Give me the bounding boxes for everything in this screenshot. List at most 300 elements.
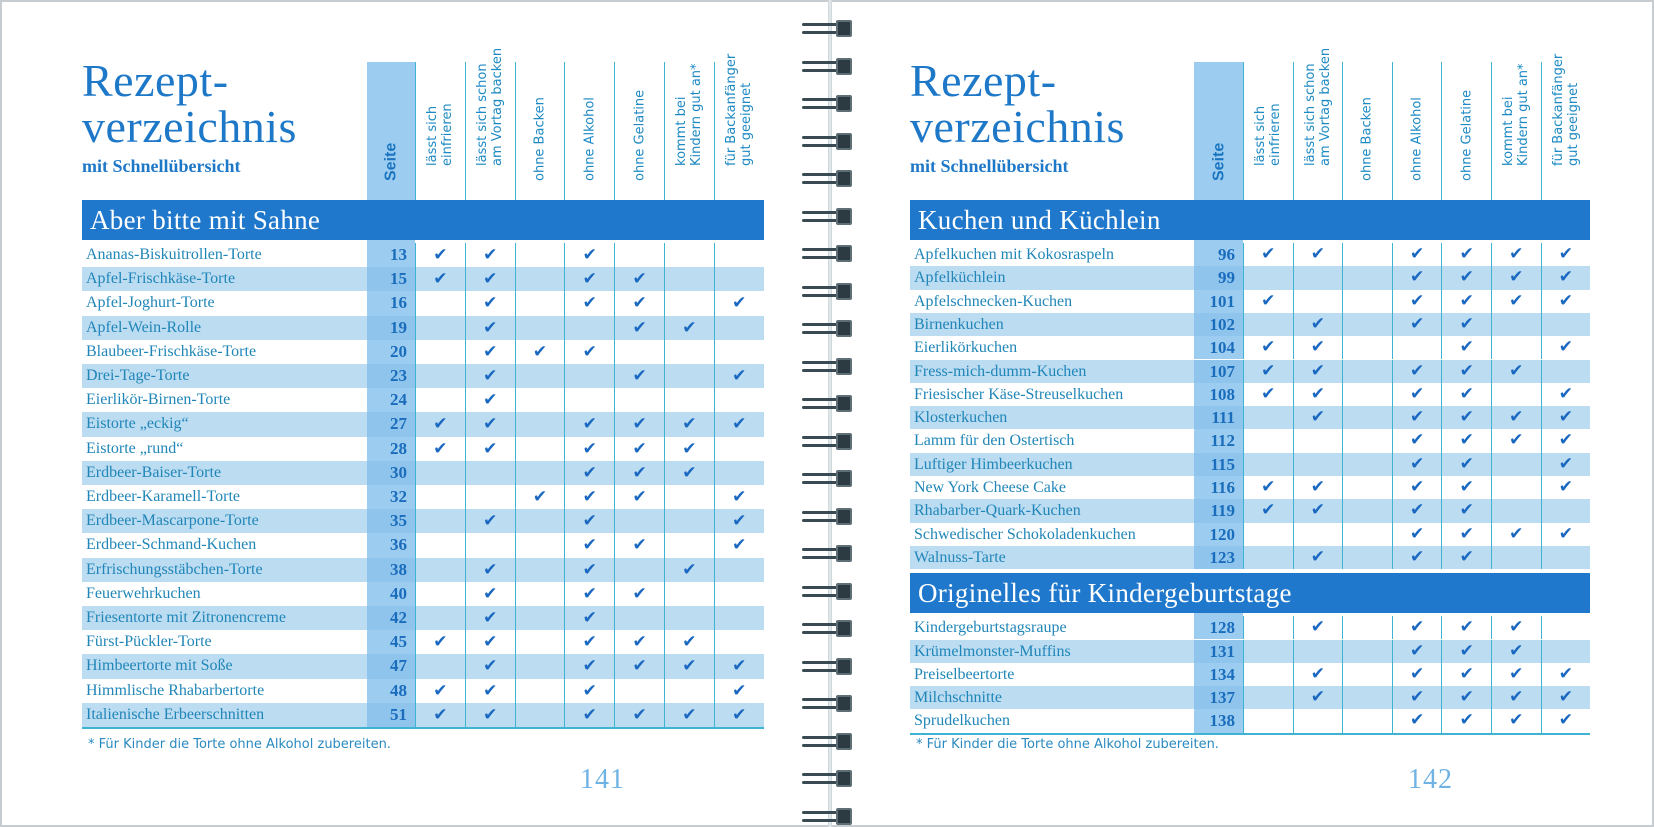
column-header-label <box>475 48 505 166</box>
recipe-row[interactable] <box>910 663 1590 686</box>
recipe-name[interactable]: Fress-mich-dumm-Kuchen <box>914 362 1087 380</box>
empty-cell <box>415 461 465 485</box>
checkmark-icon: ✔ <box>1293 313 1343 336</box>
recipe-page-number[interactable]: 116 <box>1194 476 1243 499</box>
empty-cell <box>714 340 764 364</box>
empty-cell <box>1342 336 1392 359</box>
recipe-name[interactable]: New York Cheese Cake <box>914 479 1066 496</box>
recipe-row[interactable] <box>82 267 764 291</box>
page-title-line1: Rezept- <box>82 55 229 106</box>
empty-cell <box>1491 546 1541 569</box>
recipe-page-number[interactable]: 23 <box>367 364 415 388</box>
empty-cell <box>515 412 565 436</box>
empty-cell <box>465 461 515 485</box>
empty-cell <box>614 243 664 267</box>
empty-cell <box>515 243 565 267</box>
checkmark-icon: ✔ <box>1541 523 1591 546</box>
empty-cell <box>1293 709 1343 732</box>
empty-cell <box>1342 476 1392 499</box>
checkmark-icon: ✔ <box>714 412 764 436</box>
checkmark-icon: ✔ <box>1243 243 1293 266</box>
checkmark-icon: ✔ <box>714 679 764 703</box>
recipe-name[interactable]: Apfelschnecken-Kuchen <box>914 292 1073 310</box>
recipe-row[interactable] <box>910 429 1590 452</box>
checkmark-icon: ✔ <box>1441 616 1491 639</box>
recipe-row[interactable] <box>910 290 1590 313</box>
checkmark-icon: ✔ <box>564 630 614 654</box>
checkmark-icon: ✔ <box>465 606 515 630</box>
checkmark-icon: ✔ <box>614 485 664 509</box>
empty-cell <box>664 291 714 315</box>
recipe-row[interactable] <box>910 546 1590 569</box>
checkmark-icon: ✔ <box>1243 499 1293 522</box>
empty-cell <box>1293 523 1343 546</box>
recipe-page-number[interactable]: 96 <box>1194 243 1243 266</box>
recipe-page-number[interactable]: 102 <box>1194 313 1243 336</box>
column-header-label: Seite <box>382 142 400 181</box>
empty-cell <box>614 340 664 364</box>
recipe-row[interactable] <box>82 558 764 582</box>
recipe-name[interactable]: Erdbeer-Karamell-Torte <box>86 488 241 505</box>
column-header-seite <box>367 62 415 200</box>
checkmark-icon: ✔ <box>515 340 565 364</box>
recipe-name[interactable]: Ananas-Biskuitrollen-Torte <box>86 246 262 263</box>
recipe-page-number[interactable]: 15 <box>367 267 415 291</box>
column-header-feature <box>415 62 465 200</box>
recipe-name[interactable]: Birnenkuchen <box>914 315 1004 333</box>
recipe-row[interactable] <box>910 453 1590 476</box>
empty-cell <box>614 679 664 703</box>
recipe-name[interactable]: Friesischer Käse-Streuselkuchen <box>914 385 1124 403</box>
empty-cell <box>415 558 465 582</box>
recipe-page-number[interactable]: 35 <box>367 509 415 533</box>
recipe-page-number[interactable]: 111 <box>1194 406 1243 429</box>
checkmark-icon: ✔ <box>1491 243 1541 266</box>
recipe-name[interactable]: Sprudelkuchen <box>914 712 1010 730</box>
checkmark-icon: ✔ <box>1441 453 1491 476</box>
checkmark-icon: ✔ <box>1392 663 1442 686</box>
checkmark-icon: ✔ <box>1293 686 1343 709</box>
recipe-row[interactable] <box>82 388 764 412</box>
checkmark-icon: ✔ <box>1392 546 1442 569</box>
empty-cell <box>515 558 565 582</box>
empty-cell <box>714 630 764 654</box>
column-header-label <box>1459 90 1474 181</box>
recipe-row[interactable] <box>910 313 1590 336</box>
recipe-name[interactable]: Feuerwehrkuchen <box>86 584 201 602</box>
checkmark-icon: ✔ <box>664 437 714 461</box>
checkmark-icon: ✔ <box>1441 313 1491 336</box>
checkmark-icon: ✔ <box>415 437 465 461</box>
recipe-name[interactable]: Erfrischungsstäbchen-Torte <box>86 560 263 578</box>
empty-cell <box>614 388 664 412</box>
page-title-line2: verzeichnis <box>910 101 1125 152</box>
column-header-label <box>532 97 547 181</box>
column-header-label <box>1410 97 1425 181</box>
column-header-label <box>674 63 704 166</box>
empty-cell <box>1541 546 1591 569</box>
empty-cell <box>1243 640 1293 663</box>
checkmark-icon: ✔ <box>664 558 714 582</box>
checkmark-icon: ✔ <box>465 582 515 606</box>
checkmark-icon: ✔ <box>465 316 515 340</box>
recipe-name[interactable]: Blaubeer-Frischkäse-Torte <box>86 342 257 360</box>
empty-cell <box>1491 453 1541 476</box>
empty-cell <box>564 364 614 388</box>
checkmark-icon: ✔ <box>1441 476 1491 499</box>
recipe-name[interactable]: Apfelküchlein <box>914 269 1006 287</box>
empty-cell <box>714 388 764 412</box>
column-header-line: ohne Gelatine <box>632 89 648 181</box>
checkmark-icon: ✔ <box>1441 336 1491 359</box>
checkmark-icon: ✔ <box>664 703 714 727</box>
recipe-name[interactable]: Klosterkuchen <box>914 409 1008 427</box>
recipe-page-number[interactable]: 120 <box>1194 523 1243 546</box>
recipe-name[interactable]: Erdbeer-Baiser-Torte <box>86 463 222 481</box>
empty-cell <box>465 533 515 557</box>
empty-cell <box>664 606 714 630</box>
column-header-label <box>1360 97 1375 181</box>
recipe-page-number[interactable]: 24 <box>367 388 415 412</box>
empty-cell <box>415 509 465 533</box>
checkmark-icon: ✔ <box>1243 383 1293 406</box>
recipe-page-number[interactable]: 27 <box>367 412 415 436</box>
column-header-feature <box>1491 62 1541 200</box>
recipe-row[interactable] <box>82 679 764 703</box>
checkmark-icon: ✔ <box>465 679 515 703</box>
recipe-name[interactable]: Erdbeer-Schmand-Kuchen <box>86 536 257 554</box>
recipe-name[interactable]: Rhabarber-Quark-Kuchen <box>914 502 1081 520</box>
recipe-row[interactable] <box>910 616 1590 639</box>
recipe-row[interactable] <box>910 476 1590 499</box>
page-number: 141 <box>580 764 625 795</box>
checkmark-icon: ✔ <box>465 291 515 315</box>
recipe-name[interactable]: Apfel-Frischkäse-Torte <box>86 270 236 288</box>
empty-cell <box>614 606 664 630</box>
recipe-page-number[interactable]: 16 <box>367 291 415 315</box>
checkmark-icon: ✔ <box>1243 360 1293 383</box>
checkmark-icon: ✔ <box>1293 243 1343 266</box>
recipe-name[interactable]: Eistorte „rund“ <box>86 439 184 457</box>
recipe-row[interactable] <box>82 316 764 340</box>
empty-cell <box>1293 640 1343 663</box>
recipe-row[interactable] <box>910 523 1590 546</box>
recipe-page-number[interactable]: 115 <box>1194 453 1243 476</box>
checkmark-icon: ✔ <box>1293 616 1343 639</box>
recipe-row[interactable] <box>82 243 764 267</box>
recipe-page-number[interactable]: 119 <box>1194 499 1243 522</box>
recipe-page-number[interactable]: 99 <box>1194 266 1243 289</box>
page-subtitle: mit Schnellübersicht <box>82 156 241 176</box>
recipe-name[interactable]: Luftiger Himbeerkuchen <box>914 455 1073 473</box>
empty-cell <box>1243 546 1293 569</box>
section-heading: Aber bitte mit Sahne <box>82 200 764 240</box>
checkmark-icon: ✔ <box>1293 476 1343 499</box>
checkmark-icon: ✔ <box>1392 429 1442 452</box>
recipe-row[interactable] <box>82 582 764 606</box>
recipe-row[interactable] <box>82 533 764 557</box>
empty-cell <box>415 316 465 340</box>
recipe-page-number[interactable]: 134 <box>1194 663 1243 686</box>
empty-cell <box>1491 336 1541 359</box>
recipe-name[interactable]: Friesentorte mit Zitronencreme <box>86 609 286 626</box>
checkmark-icon: ✔ <box>1392 360 1442 383</box>
recipe-page-number[interactable]: 51 <box>367 703 415 727</box>
empty-cell <box>1541 499 1591 522</box>
recipe-row[interactable] <box>82 630 764 654</box>
recipe-page-number[interactable]: 36 <box>367 533 415 557</box>
recipe-name[interactable]: Schwedischer Schokoladenkuchen <box>914 525 1136 543</box>
recipe-name[interactable]: Italienische Erbeerschnitten <box>86 705 265 723</box>
empty-cell <box>1541 640 1591 663</box>
recipe-name[interactable]: Krümelmonster-Muffins <box>914 642 1071 660</box>
empty-cell <box>564 388 614 412</box>
checkmark-icon: ✔ <box>714 703 764 727</box>
checkmark-icon: ✔ <box>1293 336 1343 359</box>
checkmark-icon: ✔ <box>1293 383 1343 406</box>
column-header-line: ohne Alkohol <box>582 97 598 181</box>
empty-cell <box>1243 313 1293 336</box>
checkmark-icon: ✔ <box>1541 290 1591 313</box>
checkmark-icon: ✔ <box>1243 336 1293 359</box>
empty-cell <box>1342 313 1392 336</box>
checkmark-icon: ✔ <box>564 703 614 727</box>
checkmark-icon: ✔ <box>1541 383 1591 406</box>
checkmark-icon: ✔ <box>1392 313 1442 336</box>
recipe-row[interactable] <box>910 640 1590 663</box>
checkmark-icon: ✔ <box>515 485 565 509</box>
checkmark-icon: ✔ <box>1541 453 1591 476</box>
recipe-page-number[interactable]: 32 <box>367 485 415 509</box>
recipe-page-number[interactable]: 112 <box>1194 429 1243 452</box>
recipe-name[interactable]: Kindergeburtstagsraupe <box>914 619 1067 637</box>
recipe-row[interactable] <box>82 364 764 388</box>
empty-cell <box>664 679 714 703</box>
recipe-name[interactable]: Apfelkuchen mit Kokosraspeln <box>914 246 1114 263</box>
recipe-page-number[interactable]: 13 <box>367 243 415 267</box>
recipe-name[interactable]: Eierlikörkuchen <box>914 339 1018 357</box>
recipe-page-number[interactable]: 30 <box>367 461 415 485</box>
checkmark-icon: ✔ <box>1243 290 1293 313</box>
recipe-name[interactable]: Himmlische Rhabarbertorte <box>86 681 265 699</box>
checkmark-icon: ✔ <box>1491 709 1541 732</box>
column-header-line: Kindern gut an* <box>1516 63 1532 166</box>
empty-cell <box>714 558 764 582</box>
empty-cell <box>1541 616 1591 639</box>
recipe-page-number[interactable]: 104 <box>1194 336 1243 359</box>
recipe-row[interactable] <box>910 266 1590 289</box>
recipe-row[interactable] <box>82 509 764 533</box>
checkmark-icon: ✔ <box>1293 406 1343 429</box>
column-header-feature <box>515 62 565 200</box>
column-header-line: lässt sich schon <box>475 63 491 166</box>
recipe-page-number[interactable]: 42 <box>367 606 415 630</box>
checkmark-icon: ✔ <box>465 509 515 533</box>
checkmark-icon: ✔ <box>1491 616 1541 639</box>
empty-cell <box>1342 406 1392 429</box>
recipe-row[interactable] <box>82 606 764 630</box>
empty-cell <box>614 509 664 533</box>
recipe-page-number[interactable]: 28 <box>367 437 415 461</box>
checkmark-icon: ✔ <box>1441 406 1491 429</box>
empty-cell <box>714 243 764 267</box>
recipe-page-number[interactable]: 138 <box>1194 709 1243 732</box>
checkmark-icon: ✔ <box>1441 360 1491 383</box>
empty-cell <box>515 291 565 315</box>
empty-cell <box>415 533 465 557</box>
recipe-page-number[interactable]: 137 <box>1194 686 1243 709</box>
empty-cell <box>515 654 565 678</box>
column-header-line: ohne Gelatine <box>1459 89 1475 181</box>
recipe-row[interactable] <box>82 412 764 436</box>
empty-cell <box>1243 453 1293 476</box>
empty-cell <box>1491 476 1541 499</box>
checkmark-icon: ✔ <box>1441 640 1491 663</box>
recipe-row[interactable] <box>82 340 764 364</box>
recipe-name[interactable]: Preiselbeertorte <box>914 665 1015 683</box>
empty-cell <box>415 340 465 364</box>
recipe-row[interactable] <box>910 336 1590 359</box>
recipe-row[interactable] <box>82 703 764 727</box>
empty-cell <box>515 582 565 606</box>
recipe-page-number[interactable]: 48 <box>367 679 415 703</box>
checkmark-icon: ✔ <box>614 630 664 654</box>
checkmark-icon: ✔ <box>1392 499 1442 522</box>
recipe-page-number[interactable]: 38 <box>367 558 415 582</box>
recipe-page-number[interactable]: 128 <box>1194 616 1243 639</box>
recipe-page-number[interactable]: 131 <box>1194 640 1243 663</box>
empty-cell <box>1342 453 1392 476</box>
checkmark-icon: ✔ <box>1441 499 1491 522</box>
recipe-row[interactable] <box>910 360 1590 383</box>
page-title-line1: Rezept- <box>910 55 1057 106</box>
recipe-name[interactable]: Walnuss-Tarte <box>914 548 1006 566</box>
empty-cell <box>714 582 764 606</box>
recipe-name[interactable]: Apfel-Wein-Rolle <box>86 318 202 336</box>
recipe-row[interactable] <box>82 654 764 678</box>
column-header-label <box>1253 103 1283 166</box>
empty-cell <box>714 461 764 485</box>
recipe-row[interactable] <box>910 499 1590 522</box>
checkmark-icon: ✔ <box>1441 523 1491 546</box>
checkmark-icon: ✔ <box>465 703 515 727</box>
checkmark-icon: ✔ <box>614 291 664 315</box>
recipe-row[interactable] <box>910 243 1590 266</box>
checkmark-icon: ✔ <box>465 437 515 461</box>
recipe-row[interactable] <box>82 437 764 461</box>
recipe-page-number[interactable]: 19 <box>367 316 415 340</box>
recipe-row[interactable] <box>910 709 1590 732</box>
recipe-row[interactable] <box>910 406 1590 429</box>
checkmark-icon: ✔ <box>664 412 714 436</box>
checkmark-icon: ✔ <box>1541 709 1591 732</box>
checkmark-icon: ✔ <box>465 388 515 412</box>
recipe-name[interactable]: Eistorte „eckig“ <box>86 415 189 433</box>
column-header-label <box>425 103 455 166</box>
page-number: 142 <box>1408 764 1453 795</box>
recipe-name[interactable]: Lamm für den Ostertisch <box>914 432 1075 450</box>
checkmark-icon: ✔ <box>1491 360 1541 383</box>
checkmark-icon: ✔ <box>614 654 664 678</box>
column-header-feature <box>1441 62 1491 200</box>
recipe-page-number[interactable]: 123 <box>1194 546 1243 569</box>
recipe-page-number[interactable]: 108 <box>1194 383 1243 406</box>
empty-cell <box>1342 640 1392 663</box>
recipe-page-number[interactable]: 20 <box>367 340 415 364</box>
recipe-row[interactable] <box>82 485 764 509</box>
checkmark-icon: ✔ <box>465 243 515 267</box>
column-header-label <box>582 97 597 181</box>
recipe-page-number[interactable]: 47 <box>367 654 415 678</box>
empty-cell <box>1342 709 1392 732</box>
empty-cell <box>1342 663 1392 686</box>
checkmark-icon: ✔ <box>1392 640 1442 663</box>
checkmark-icon: ✔ <box>415 243 465 267</box>
checkmark-icon: ✔ <box>1541 663 1591 686</box>
empty-cell <box>1541 313 1591 336</box>
column-header-line: am Vortag backen <box>1317 47 1333 166</box>
column-header-line: ohne Backen <box>1359 97 1375 181</box>
checkmark-icon: ✔ <box>664 461 714 485</box>
checkmark-icon: ✔ <box>664 316 714 340</box>
recipe-row[interactable] <box>82 461 764 485</box>
empty-cell <box>415 485 465 509</box>
recipe-name[interactable]: Fürst-Pückler-Torte <box>86 633 212 651</box>
checkmark-icon: ✔ <box>1491 429 1541 452</box>
recipe-name[interactable]: Drei-Tage-Torte <box>86 367 190 384</box>
checkmark-icon: ✔ <box>1491 640 1541 663</box>
checkmark-icon: ✔ <box>465 412 515 436</box>
empty-cell <box>515 703 565 727</box>
empty-cell <box>515 316 565 340</box>
empty-cell <box>1243 266 1293 289</box>
checkmark-icon: ✔ <box>415 267 465 291</box>
recipe-row[interactable] <box>910 686 1590 709</box>
checkmark-icon: ✔ <box>1541 476 1591 499</box>
empty-cell <box>1243 686 1293 709</box>
column-header-line: lässt sich schon <box>1302 63 1318 166</box>
checkmark-icon: ✔ <box>1293 546 1343 569</box>
empty-cell <box>415 606 465 630</box>
recipe-page-number[interactable]: 101 <box>1194 290 1243 313</box>
recipe-name[interactable]: Eierlikör-Birnen-Torte <box>86 391 231 409</box>
recipe-name[interactable]: Apfel-Joghurt-Torte <box>86 294 215 312</box>
empty-cell <box>1342 499 1392 522</box>
checkmark-icon: ✔ <box>465 558 515 582</box>
empty-cell <box>714 267 764 291</box>
recipe-row[interactable] <box>910 383 1590 406</box>
checkmark-icon: ✔ <box>1491 406 1541 429</box>
recipe-name[interactable]: Erdbeer-Mascarpone-Torte <box>86 512 259 530</box>
empty-cell <box>664 267 714 291</box>
empty-cell <box>1243 406 1293 429</box>
recipe-page-number[interactable]: 45 <box>367 630 415 654</box>
recipe-page-number[interactable]: 107 <box>1194 360 1243 383</box>
checkmark-icon: ✔ <box>564 291 614 315</box>
recipe-row[interactable] <box>82 291 764 315</box>
column-header-label <box>1501 63 1531 166</box>
empty-cell <box>664 340 714 364</box>
checkmark-icon: ✔ <box>1392 616 1442 639</box>
checkmark-icon: ✔ <box>415 412 465 436</box>
recipe-name[interactable]: Milchschnitte <box>914 689 1002 707</box>
checkmark-icon: ✔ <box>714 291 764 315</box>
empty-cell <box>515 267 565 291</box>
empty-cell <box>1342 266 1392 289</box>
recipe-page-number[interactable]: 40 <box>367 582 415 606</box>
checkmark-icon: ✔ <box>564 533 614 557</box>
recipe-name[interactable]: Himbeertorte mit Soße <box>86 657 233 675</box>
